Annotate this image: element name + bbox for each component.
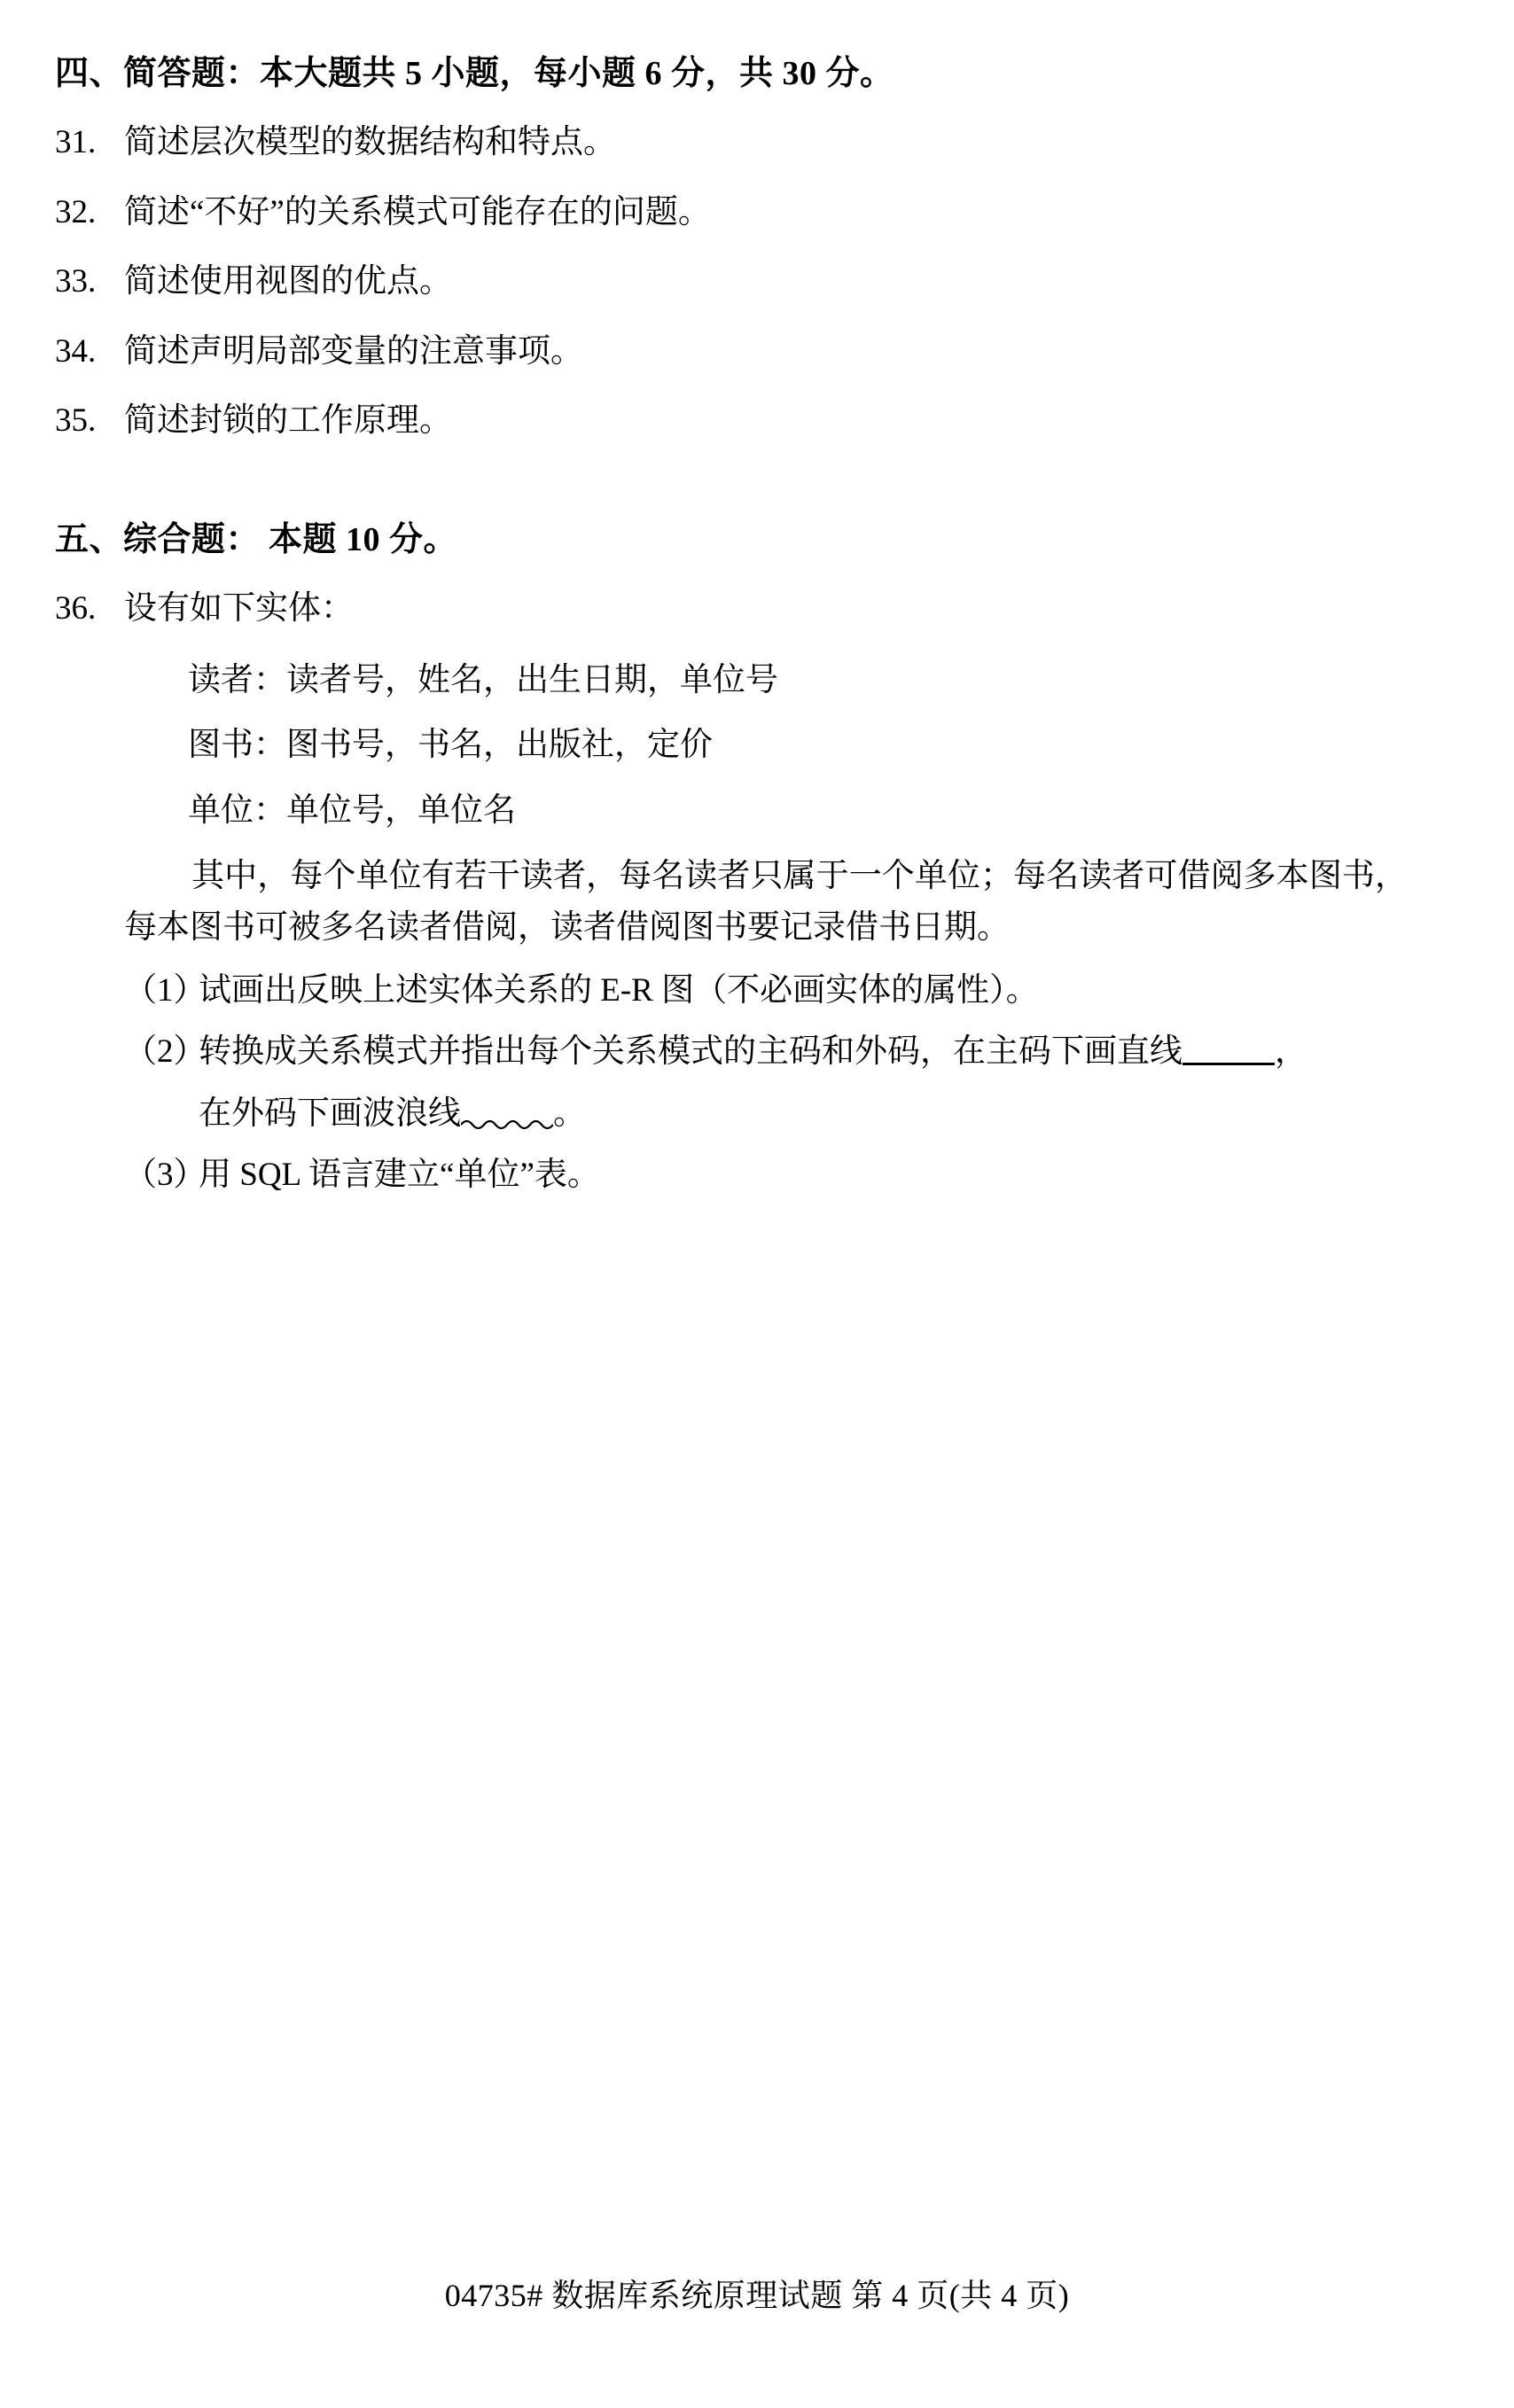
subquestion-number: （3） xyxy=(124,1157,207,1194)
subquestion-item xyxy=(55,1027,1408,1077)
entity-line: 图书：图书号，书名，出版社，定价 xyxy=(188,727,713,764)
question-number: 31. xyxy=(55,124,97,161)
subquestion-text-main: 转换成关系模式并指出每个关系模式的主码和外码，在主码下画直线 xyxy=(199,1033,1182,1071)
subquestion-item xyxy=(55,966,1408,1016)
question-text: 简述使用视图的优点。 xyxy=(124,263,452,300)
question-item xyxy=(55,190,1408,237)
section-heading-four: 四、简答题：本大题共 5 小题，每小题 6 分，共 30 分。 xyxy=(55,55,894,92)
subquestion-continuation xyxy=(55,1089,1408,1139)
entity-line: 单位：单位号，单位名 xyxy=(188,791,516,829)
question-number: 34. xyxy=(55,332,97,370)
question-number: 32. xyxy=(55,193,97,230)
answer-blank-underline xyxy=(1182,1063,1275,1065)
answer-blank-wavy xyxy=(461,1113,553,1129)
question-number: 33. xyxy=(55,263,97,300)
page-footer: 04735# 数据库系统原理试题 第 4 页(共 4 页) xyxy=(444,2278,1070,2313)
question-number: 36. xyxy=(55,590,97,627)
question-text: 简述层次模型的数据结构和特点。 xyxy=(124,124,616,161)
question-number: 35. xyxy=(55,402,97,440)
question-item xyxy=(55,259,1408,306)
question-description xyxy=(55,851,1408,953)
continuation-prefix: 在外码下画波浪线 xyxy=(199,1095,461,1132)
subquestion-text-tail: ， xyxy=(1275,1033,1307,1071)
description-text: 其中，每个单位有若干读者，每名读者只属于一个单位；每名读者可借阅多本图书，每本图书可被多名读者借阅，读者借阅图书要记录借书日期。 xyxy=(124,858,1408,946)
entity-line: 读者：读者号，姓名，出生日期，单位号 xyxy=(188,661,778,698)
section-gap xyxy=(55,468,1408,518)
subquestion-number: （2） xyxy=(124,1033,207,1071)
subquestion-text: 用 SQL 语言建立“单位”表。 xyxy=(199,1157,600,1194)
question-item xyxy=(55,398,1408,445)
question-text: 设有如下实体： xyxy=(124,590,354,627)
question-item xyxy=(55,586,1408,633)
subquestion-number: （1） xyxy=(124,971,207,1009)
subquestion-text: 试画出反映上述实体关系的 E-R 图（不必画实体的属性）。 xyxy=(199,971,1039,1009)
subquestion-item xyxy=(55,1150,1408,1200)
question-item xyxy=(55,329,1408,376)
question-text: 简述“不好”的关系模式可能存在的问题。 xyxy=(124,193,711,230)
continuation-tail: 。 xyxy=(553,1095,586,1132)
question-text: 简述封锁的工作原理。 xyxy=(124,402,452,440)
question-text: 简述声明局部变量的注意事项。 xyxy=(124,332,583,370)
section-heading-five: 五、综合题： 本题 10 分。 xyxy=(55,520,458,558)
subquestion-text xyxy=(199,1027,1408,1077)
question-item xyxy=(55,120,1408,167)
